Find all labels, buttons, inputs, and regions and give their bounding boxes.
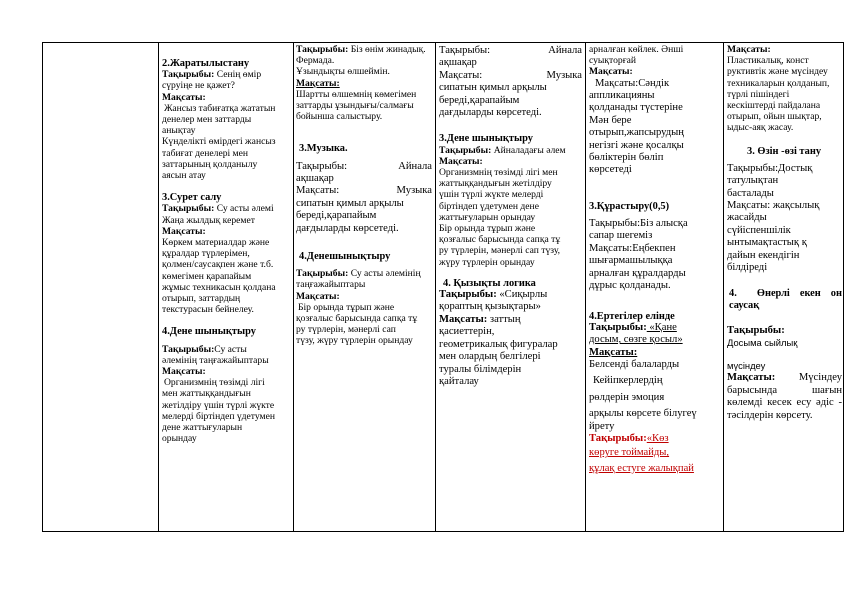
goal-text: Организмнің төзімді лігі мен <box>439 167 558 179</box>
column-3 <box>296 44 432 347</box>
column-divider <box>435 43 436 531</box>
section-heading: 3.Құрастыру(0,5) <box>589 200 670 212</box>
goal-text: береді,қарапайым <box>439 94 520 106</box>
goal-text: Бір орында тұрып және <box>439 223 536 235</box>
goal-text: Мақсаты:Еңбекпен <box>589 242 676 254</box>
topic-line: Ұзындықты өлшеймін. <box>296 66 390 78</box>
topic-line: ақшақар <box>296 173 334 185</box>
goal-text: текстурасын бейнелеу. <box>162 304 254 316</box>
goal-label: Мақсаты: <box>589 346 638 358</box>
goal-label: Мақсаты: <box>162 91 206 103</box>
topic-line: Досыма сыйлық <box>727 337 798 349</box>
section-heading: 3. Өзін -өзі тану <box>747 145 822 157</box>
goal-text: жетілдіру үшін түрлі жүкте <box>162 399 275 411</box>
goal-text: кескіштерді пайдалана <box>727 100 821 112</box>
topic-line: таңғажайыптары <box>296 279 366 291</box>
goal-text: білдіреді <box>727 262 768 274</box>
goal-text: Күнделікті өмірдегі жансыз <box>162 136 276 148</box>
goal-text: Белсенді балаларды <box>589 358 680 370</box>
goal-text: руктивтік және мүсіндеу <box>727 66 828 78</box>
goal-text: мелерді біртіндеп үдетумен <box>162 410 276 422</box>
section-heading: 4.Дене шынықтыру <box>162 326 256 338</box>
goal-text: Организмнің төзімді лігі <box>164 377 265 389</box>
goal-text: дұрыс қолданады. <box>589 280 671 292</box>
goal-text: мен жаттыққандығын <box>162 388 251 400</box>
goal-text: көмегімен қарапайым <box>162 270 252 282</box>
goal-label: Мақсаты: <box>296 290 340 302</box>
goal-text: табиғат денелері мен <box>162 147 249 159</box>
goal-text: бойынша салыстыру. <box>296 111 383 123</box>
topic-line: Тақырыбы:Біз алысқа <box>589 218 688 230</box>
goal-text: ру түрлерін, мәнерлі сап <box>296 324 396 336</box>
goal-text: құралдар түрлерімен, <box>162 248 250 260</box>
goal-text: үшін түрлі жүкте мелерді <box>439 189 544 201</box>
topic-line: мүсіндеу <box>727 360 766 372</box>
goal-text: қасиеттерін, <box>439 326 495 338</box>
goal-text: жұмыс техникасын қолдана <box>162 281 276 293</box>
topic-line: досым, сөзге қосыл» <box>589 334 683 346</box>
topic-line: Тақырыбы:Достық <box>727 162 813 174</box>
column-divider <box>293 43 294 531</box>
topic-line: суықторғай <box>589 55 637 67</box>
column-4 <box>439 45 582 388</box>
topic-line: көруге тоймайды, <box>589 447 670 459</box>
topic-line: Тақырыбы: «Қане <box>589 321 677 333</box>
section-heading: 4. Қызықты логика <box>443 277 536 289</box>
topic-line: Тақырыбы: Айнала <box>439 45 582 56</box>
goal-text: ру түрлерін, мәнерлі сап түзу, <box>439 245 561 257</box>
topic-line: Тақырыбы: Айнала <box>296 160 432 172</box>
goal-text: сипатын қимыл арқылы <box>296 197 404 209</box>
goal-text: аясын атау <box>162 170 206 182</box>
goal-text: қозғалыс барысында сапқа тұ <box>439 234 561 246</box>
goal-text: рөлдерін эмоция <box>589 391 665 403</box>
goal-text: жаттығуларын орындау <box>439 211 536 223</box>
section-heading: 4. Өнерлі екен он <box>729 288 842 300</box>
topic-line: Тақырыбы: Су асты әлемі <box>162 203 274 215</box>
topic-line: басталады <box>727 187 774 199</box>
section-heading: 4.Ертегілер елінде <box>589 310 675 322</box>
goal-text: заттарды ұзындығы/салмағы <box>296 100 414 112</box>
section-heading: 3.Дене шынықтыру <box>439 133 533 145</box>
goal-text: йрету <box>589 420 615 432</box>
column-6 <box>727 44 842 422</box>
goal-text: қайталау <box>439 375 479 387</box>
goal-text: туралы білімдерін <box>439 363 522 375</box>
goal-text: қолданады түстеріне <box>589 102 683 114</box>
goal-text: дағдыларды көрсетеді. <box>296 222 399 234</box>
section-heading: 2.Жаратылыстану <box>162 58 250 69</box>
goal-text: арқылы көрсете білугеү <box>589 408 697 420</box>
column-divider <box>723 43 724 531</box>
goal-text: аппликацияны <box>589 90 655 102</box>
topic-line: сапар шегеміз <box>589 230 653 242</box>
goal-text: дағдыларды көрсетеді. <box>439 107 542 119</box>
goal-text: Шартты өлшемнің көмегімен <box>296 88 417 100</box>
column-2 <box>162 58 290 445</box>
goal-text: отырып,жапсырудың <box>589 127 684 139</box>
goal-text: жүру түрлерін орындау <box>439 256 535 268</box>
goal-label: Мақсаты: <box>439 155 483 167</box>
topic-line: ақшақар <box>439 57 477 69</box>
goal-text: қолмен/саусақпен және т.б. <box>162 259 274 271</box>
goal-label: Мақсаты: <box>162 366 206 378</box>
goal-text: заттарының қолданылу <box>162 158 258 170</box>
topic-line: құлақ естуге жалықпай <box>589 462 694 474</box>
topic-line: қораптың қызықтары» <box>439 301 541 313</box>
topic-line: Жаңа жылдық керемет <box>162 214 255 226</box>
section-heading: 4.Денешынықтыру <box>299 251 391 263</box>
goal-text: бөліктерін бөліп <box>589 152 664 164</box>
goal-text: Мән бере <box>589 114 632 126</box>
goal-text: ыдыс-аяқ жасау. <box>727 122 794 134</box>
goal-text: ынтымақтастық қ <box>727 237 807 249</box>
goal-text: сипатын қимыл арқылы <box>439 82 547 94</box>
goal-text: шығармашылыққа <box>589 255 673 267</box>
goal-line: Мақсаты: Музыка <box>439 69 582 81</box>
goal-text: Мақсаты: жақсылық <box>727 200 820 212</box>
goal-label: Мақсаты: <box>727 44 771 55</box>
goal-text: орындау <box>162 433 197 445</box>
goal-text: сүйіспеншілік <box>727 224 791 236</box>
goal-label: Мақсаты: <box>296 77 340 89</box>
topic-label: Тақырыбы: <box>727 324 785 336</box>
goal-text: отырып, заттардың <box>162 293 241 305</box>
goal-text: Көркем материалдар және <box>162 237 270 249</box>
goal-text: геометрикалық фигуралар <box>439 338 558 350</box>
topic-line: Тақырыбы:Су асты <box>162 343 247 355</box>
column-divider <box>158 43 159 531</box>
goal-text: мен олардың белгілері <box>439 351 541 363</box>
goal-text: денелер мен заттарды <box>162 114 252 126</box>
goal-text: түзу, жүру түрлерін орындау <box>296 335 413 347</box>
lesson-plan-table <box>42 42 844 532</box>
goal-line: Мақсаты: заттың <box>439 313 521 325</box>
goal-text: жаттыққандығын жетілдіру <box>439 178 552 190</box>
goal-text: анықтау <box>162 125 196 137</box>
topic-line: арналған көйлек. Әнші <box>589 44 684 55</box>
goal-text: түрлі пішіндегі <box>727 88 790 100</box>
goal-line: Мақсаты: Музыка <box>296 185 432 197</box>
column-divider <box>585 43 586 531</box>
section-heading: 3.Музыка. <box>299 143 348 155</box>
goal-text: Кейіпкерлердің <box>593 375 663 387</box>
topic-line: Тақырыбы: Су асты әлемінің <box>296 268 421 280</box>
goal-label: Мақсаты: <box>162 225 206 237</box>
topic-line: Тақырыбы: Айналадағы әлем <box>439 144 566 156</box>
goal-text: дене жаттығуларын <box>162 422 243 434</box>
goal-text: Пластикалық, конст <box>727 55 809 67</box>
topic-line: әлемінің таңғажайыптары <box>162 354 269 366</box>
goal-text: Бір орында тұрып және <box>298 301 395 313</box>
goal-text: негізгі және қосалқы <box>589 139 684 151</box>
goal-text: біртіндеп үдетумен дене <box>439 200 539 212</box>
section-heading-end: саусақ <box>729 299 760 311</box>
topic-line: Тақырыбы: Сенің өмір сүруіңе не қажет? <box>162 69 262 92</box>
column-5 <box>589 44 720 475</box>
goal-text: Жансыз табиғатқа жататын <box>164 102 276 114</box>
topic-line: татулықтан <box>727 175 779 187</box>
goal-text: отырып, ойын шықтар, <box>727 111 822 123</box>
topic-line: Тақырыбы: Біз өнім жинадық. Фермада. <box>296 44 426 67</box>
goal-text: береді,қарапайым <box>296 210 377 222</box>
goal-text: Мақсаты:Сәндік <box>595 77 670 89</box>
goal-text: қозғалыс барысында сапқа тұ <box>296 313 418 325</box>
goal-text: жасайды <box>727 212 767 224</box>
goal-line: Мақсаты: Мүсіндеу барысында шағын көлемді кесек есу әдіс - тәсілдерін көрсету. <box>727 372 842 421</box>
goal-label: Мақсаты: <box>589 66 633 78</box>
goal-text: көрсетеді <box>589 164 632 176</box>
goal-text: техникаларын қолданып, <box>727 77 830 89</box>
goal-text: арналған құралдарды <box>589 267 686 279</box>
topic-line: Тақырыбы: «Сиқырлы <box>439 289 548 301</box>
section-heading: 3.Сурет салу <box>162 192 222 204</box>
goal-text: дайын екендігін <box>727 249 800 261</box>
topic-line: Тақырыбы:«Көз <box>589 432 669 444</box>
